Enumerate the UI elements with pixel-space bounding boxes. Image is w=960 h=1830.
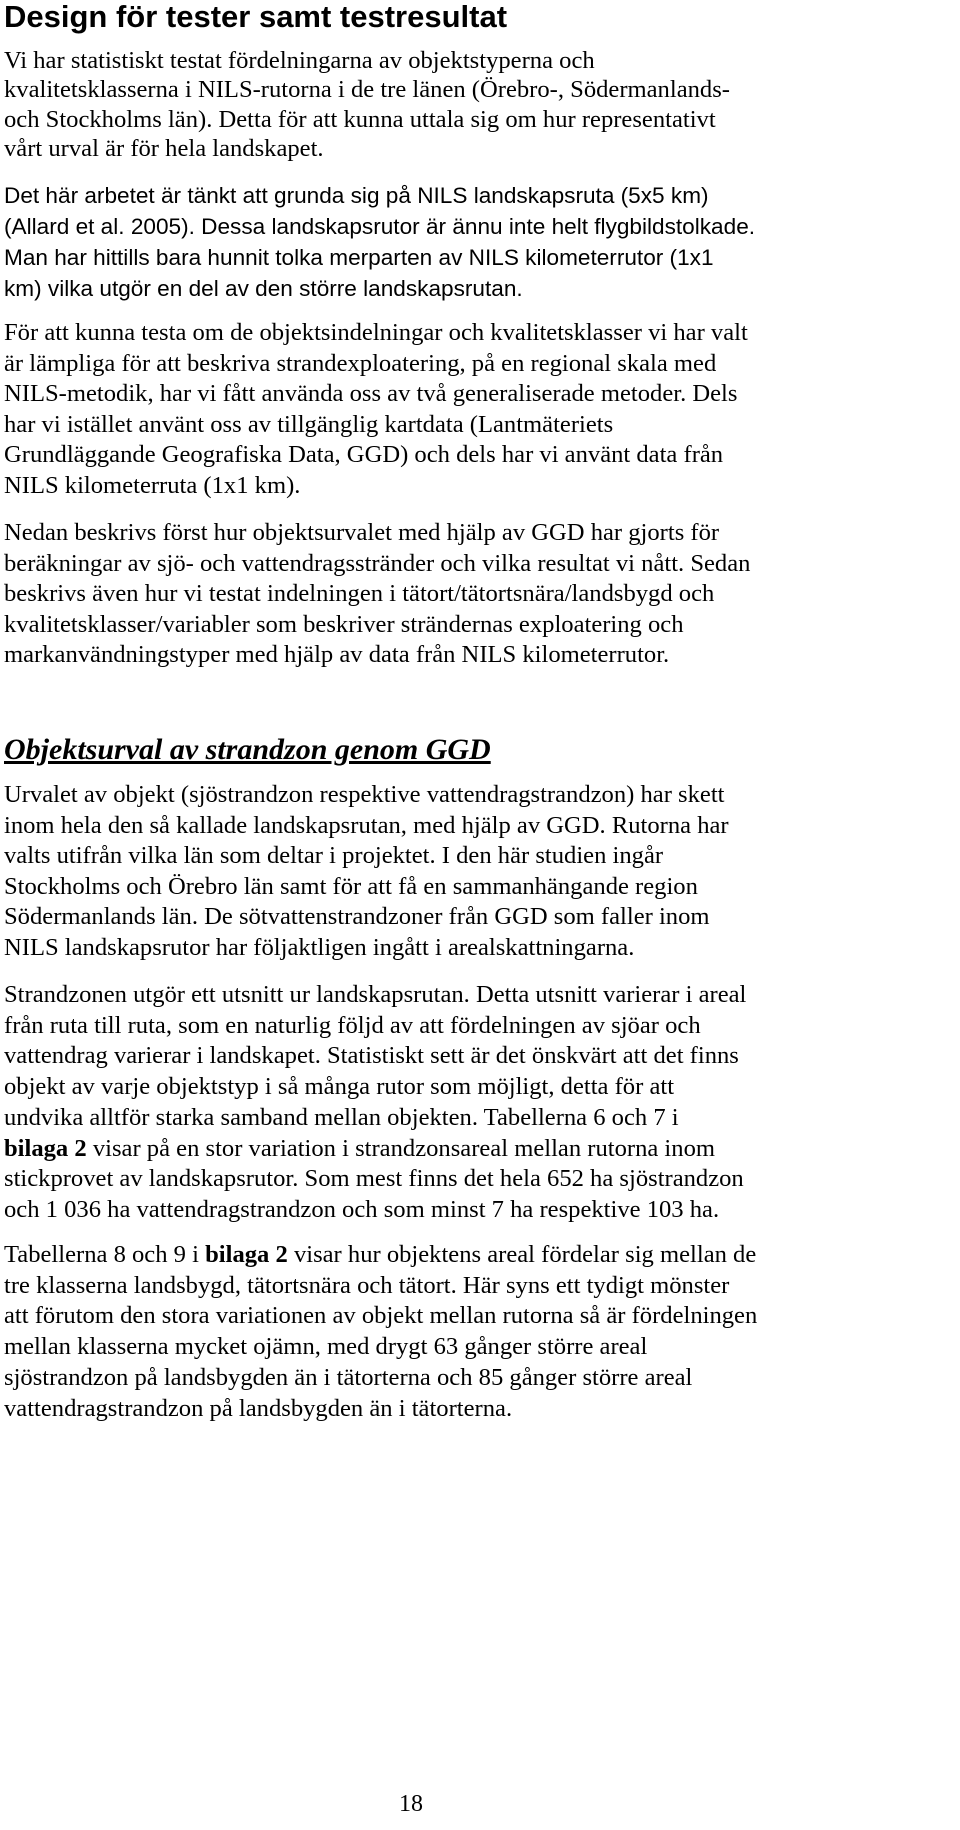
text-line: mellan klasserna mycket ojämn, med drygt 63 gånger större areal bbox=[4, 1333, 648, 1361]
text-line: kvalitetsklasser/variabler som beskriver strändernas exploatering och bbox=[4, 610, 684, 638]
text-line: beräkningar av sjö- och vattendragsstränder och vilka resultat vi nått. Sedan bbox=[4, 549, 751, 577]
text-line bbox=[4, 1134, 934, 1165]
text-line: För att kunna testa om de objektsindelningar och kvalitetsklasser vi har valt bbox=[4, 319, 748, 346]
text-line: markanvändningstyper med hjälp av data från NILS kilometerrutor. bbox=[4, 641, 670, 668]
text-line: NILS-metodik, har vi fått använda oss av två generaliserade metoder. Dels bbox=[4, 380, 738, 407]
text-line: vattendrag varierar i landskapet. Statistiskt sett är det önskvärt att det finns bbox=[4, 1042, 739, 1070]
text-line: Nedan beskrivs först hur objektsurvalet med hjälp av GGD har gjorts för bbox=[4, 519, 720, 546]
text-line: Grundläggande Geografiska Data, GGD) och dels har vi använt data från bbox=[4, 441, 724, 468]
text-fragment: visar hur objektens areal fördelar sig mellan de bbox=[287, 1241, 757, 1268]
text-fragment: visar på en stor variation i strandzonsareal mellan rutorna inom bbox=[86, 1134, 715, 1162]
text-line: att förutom den stora variationen av objekt mellan rutorna så är fördelningen bbox=[4, 1302, 758, 1330]
text-line: inom hela den så kallade landskapsrutan, med hjälp av GGD. Rutorna har bbox=[4, 811, 729, 839]
text-line: Södermanlands län. De sötvattenstrandzoner från GGD som faller inom bbox=[4, 903, 710, 931]
appendix-reference: bilaga 2 bbox=[4, 1134, 87, 1162]
text-line: Det här arbetet är tänkt att grunda sig på NILS landskapsruta (5x5 km) bbox=[4, 183, 709, 208]
strandzone-paragraph bbox=[4, 980, 934, 1226]
text-line: (Allard et al. 2005). Dessa landskapsrutor är ännu inte helt flygbildstolkade. bbox=[4, 214, 756, 239]
text-line: valts utifrån vilka län som deltar i projektet. I den här studien ingår bbox=[4, 842, 664, 870]
text-line: Man har hittills bara hunnit tolka merparten av NILS kilometerrutor (1x1 bbox=[4, 245, 714, 270]
text-line: stickprovet av landskapsrutor. Som mest finns det hela 652 ha sjöstrandzon bbox=[4, 1165, 744, 1193]
overview-paragraph bbox=[4, 518, 934, 671]
tables-paragraph bbox=[4, 1240, 934, 1424]
method-paragraph bbox=[4, 318, 934, 501]
text-line: beskrivs även hur vi testat indelningen i tätort/tätortsnära/landsbygd och bbox=[4, 580, 715, 607]
text-line: NILS landskapsrutor har följaktligen ingått i arealskattningarna. bbox=[4, 933, 635, 961]
text-line: vattendragstrandzon på landsbygden än i tätorterna. bbox=[4, 1394, 513, 1422]
text-line: km) vilka utgör en del av den större landskapsrutan. bbox=[4, 276, 523, 301]
text-line: Urvalet av objekt (sjöstrandzon respektive vattendragstrandzon) har skett bbox=[4, 781, 725, 808]
text-line: Stockholms och Örebro län samt för att få en sammanhängande region bbox=[4, 872, 698, 900]
text-line: och 1 036 ha vattendragstrandzon och som minst 7 ha respektive 103 ha. bbox=[4, 1195, 720, 1223]
text-line: Vi har statistiskt testat fördelningarna av objektstyperna och bbox=[4, 47, 595, 74]
text-line: från ruta till ruta, som en naturlig följd av att fördelningen av sjöar och bbox=[4, 1011, 701, 1039]
text-line: har vi istället använt oss av tillgänglig kartdata (Lantmäteriets bbox=[4, 410, 614, 438]
text-line: och Stockholms län). Detta för att kunna uttala sig om hur representativt bbox=[4, 105, 716, 133]
selection-paragraph bbox=[4, 780, 934, 964]
text-line: är lämpliga för att beskriva strandexploatering, på en regional skala med bbox=[4, 349, 717, 377]
intro-paragraph bbox=[4, 46, 934, 164]
text-line: NILS kilometerruta (1x1 km). bbox=[4, 471, 301, 499]
appendix-reference: bilaga 2 bbox=[205, 1241, 288, 1268]
section-heading: Design för tester samt testresultat bbox=[4, 0, 508, 34]
text-line: sjöstrandzon på landsbygden än i tätorterna och 85 gånger större areal bbox=[4, 1363, 693, 1391]
subsection-heading: Objektsurval av strandzon genom GGD bbox=[4, 733, 491, 766]
text-line: vårt urval är för hela landskapet. bbox=[4, 135, 324, 163]
text-line bbox=[4, 1240, 934, 1271]
nils-paragraph bbox=[4, 180, 934, 304]
text-line: undvika alltför starka samband mellan objekten. Tabellerna 6 och 7 i bbox=[4, 1103, 679, 1131]
text-line: Strandzonen utgör ett utsnitt ur landskapsrutan. Detta utsnitt varierar i areal bbox=[4, 981, 747, 1008]
page-number: 18 bbox=[399, 1791, 423, 1817]
text-fragment: Tabellerna 8 och 9 i bbox=[4, 1241, 206, 1268]
text-line: objekt av varje objektstyp i så många rutor som möjligt, detta för att bbox=[4, 1073, 675, 1101]
text-line: kvalitetsklasserna i NILS-rutorna i de tre länen (Örebro-, Södermanlands- bbox=[4, 76, 730, 104]
text-line: tre klasserna landsbygd, tätortsnära och tätort. Här syns ett tydigt mönster bbox=[4, 1271, 730, 1299]
